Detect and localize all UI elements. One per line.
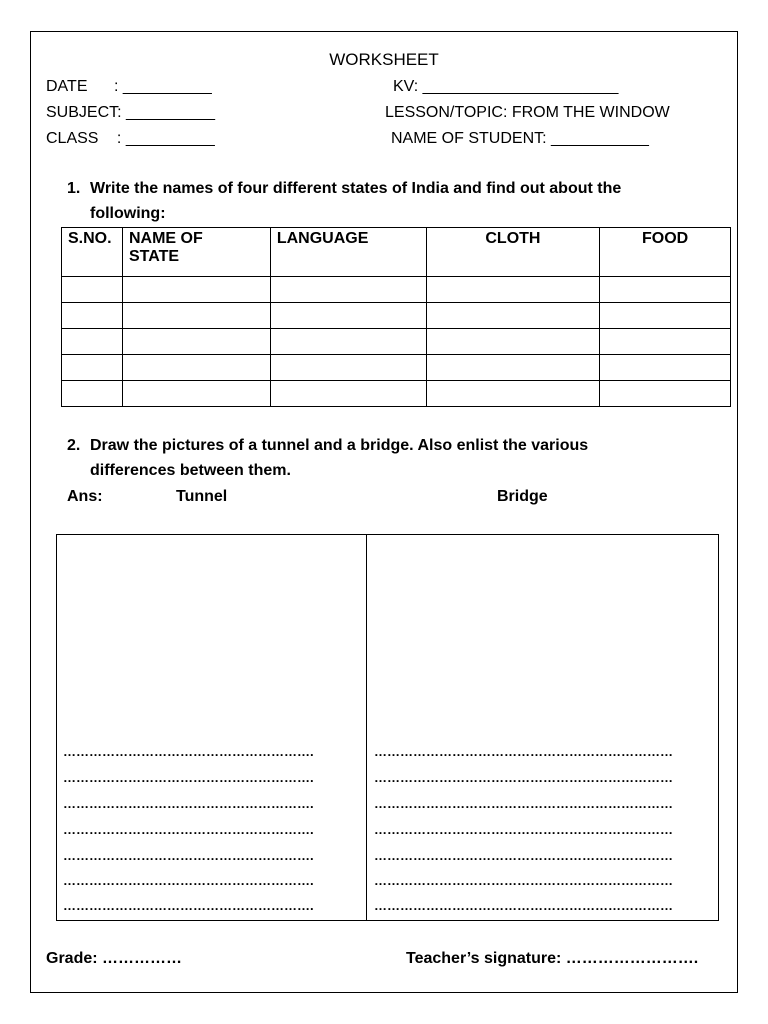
student-name-field[interactable] — [391, 130, 649, 148]
kv-label: KV: — [393, 78, 419, 95]
worksheet-title: WORKSHEET — [329, 50, 439, 69]
col-header-language: LANGUAGE — [270, 228, 426, 277]
tunnel-answer-line[interactable]: …………………………………………………. — [63, 898, 314, 913]
class-blank[interactable]: __________ — [125, 130, 215, 147]
signature-dots[interactable]: ……………………. — [565, 950, 699, 967]
subject-field[interactable] — [46, 104, 215, 122]
subject-blank[interactable]: __________ — [126, 104, 216, 121]
date-colon: : — [113, 78, 119, 95]
grade-dots[interactable]: …………… — [102, 950, 183, 967]
table-cell[interactable] — [600, 303, 731, 329]
bridge-answer-line[interactable]: …………………………………………………………… — [374, 796, 673, 811]
grade-label: Grade: — [46, 950, 98, 967]
tunnel-heading: Tunnel — [176, 488, 228, 505]
table-row — [62, 355, 731, 381]
class-label: CLASS — [46, 130, 99, 147]
col-header-sno: S.NO. — [62, 228, 123, 277]
table-row — [62, 277, 731, 303]
table-cell[interactable] — [426, 329, 600, 355]
bridge-answer-line[interactable]: …………………………………………………………… — [374, 822, 673, 837]
question-1-line-1: Write the names of four different states of India and find out about the — [90, 180, 622, 197]
student-blank[interactable]: ___________ — [551, 130, 649, 147]
kv-blank[interactable]: ______________________ — [422, 78, 619, 95]
table-row — [62, 303, 731, 329]
table-cell[interactable] — [600, 277, 731, 303]
student-label: NAME OF STUDENT: — [391, 130, 547, 147]
table-cell[interactable] — [270, 277, 426, 303]
table-cell[interactable] — [426, 381, 600, 407]
table-cell[interactable] — [270, 355, 426, 381]
table-cell[interactable] — [426, 355, 600, 381]
class-field[interactable] — [46, 130, 215, 148]
col-header-food: FOOD — [600, 228, 731, 277]
subject-label: SUBJECT: — [46, 104, 122, 121]
table-cell[interactable] — [122, 355, 270, 381]
table-cell[interactable] — [270, 303, 426, 329]
bridge-answer-line[interactable]: …………………………………………………………… — [374, 770, 673, 785]
drawing-divider — [366, 534, 367, 921]
question-2-number: 2. — [67, 437, 81, 454]
table-cell[interactable] — [426, 303, 600, 329]
table-cell[interactable] — [122, 381, 270, 407]
table-cell[interactable] — [600, 355, 731, 381]
answer-label: Ans: — [67, 488, 103, 505]
states-table — [61, 227, 731, 407]
table-cell[interactable] — [270, 381, 426, 407]
table-cell[interactable] — [600, 329, 731, 355]
table-cell[interactable] — [62, 381, 123, 407]
table-row — [62, 329, 731, 355]
date-field[interactable] — [46, 78, 212, 96]
table-cell[interactable] — [62, 329, 123, 355]
question-1-line-2: following: — [90, 205, 166, 222]
col-header-state-label: NAME OF STATE — [128, 230, 203, 265]
lesson-topic: LESSON/TOPIC: FROM THE WINDOW — [385, 104, 670, 121]
signature-field[interactable] — [406, 950, 698, 968]
date-label: DATE — [46, 78, 88, 95]
bridge-answer-line[interactable]: …………………………………………………………… — [374, 848, 673, 863]
table-header-row — [62, 228, 731, 277]
table-cell[interactable] — [426, 277, 600, 303]
table-cell[interactable] — [122, 277, 270, 303]
col-header-cloth: CLOTH — [426, 228, 600, 277]
grade-field[interactable] — [46, 950, 182, 968]
tunnel-answer-line[interactable]: …………………………………………………. — [63, 744, 314, 759]
tunnel-drawing-area[interactable] — [57, 535, 365, 735]
question-2-line-2: differences between them. — [90, 462, 291, 479]
tunnel-answer-line[interactable]: …………………………………………………. — [63, 822, 314, 837]
class-colon: : — [116, 130, 122, 147]
table-cell[interactable] — [600, 381, 731, 407]
bridge-answer-line[interactable]: …………………………………………………………… — [374, 898, 673, 913]
table-row — [62, 381, 731, 407]
tunnel-answer-line[interactable]: …………………………………………………. — [63, 796, 314, 811]
kv-field[interactable] — [393, 78, 618, 96]
bridge-answer-line[interactable]: …………………………………………………………… — [374, 873, 673, 888]
bridge-drawing-area[interactable] — [368, 535, 718, 735]
bridge-heading: Bridge — [497, 488, 548, 505]
tunnel-answer-line[interactable]: …………………………………………………. — [63, 873, 314, 888]
date-blank[interactable]: __________ — [122, 78, 212, 95]
question-1-number: 1. — [67, 180, 81, 197]
bridge-answer-line[interactable]: …………………………………………………………… — [374, 744, 673, 759]
table-cell[interactable] — [62, 355, 123, 381]
col-header-state — [122, 228, 270, 277]
tunnel-answer-line[interactable]: …………………………………………………. — [63, 848, 314, 863]
table-cell[interactable] — [122, 329, 270, 355]
table-cell[interactable] — [122, 303, 270, 329]
signature-label: Teacher’s signature: — [406, 950, 562, 967]
table-cell[interactable] — [270, 329, 426, 355]
table-cell[interactable] — [62, 303, 123, 329]
question-2-line-1: Draw the pictures of a tunnel and a bridge. Also enlist the various — [90, 437, 589, 454]
table-cell[interactable] — [62, 277, 123, 303]
tunnel-answer-line[interactable]: …………………………………………………. — [63, 770, 314, 785]
